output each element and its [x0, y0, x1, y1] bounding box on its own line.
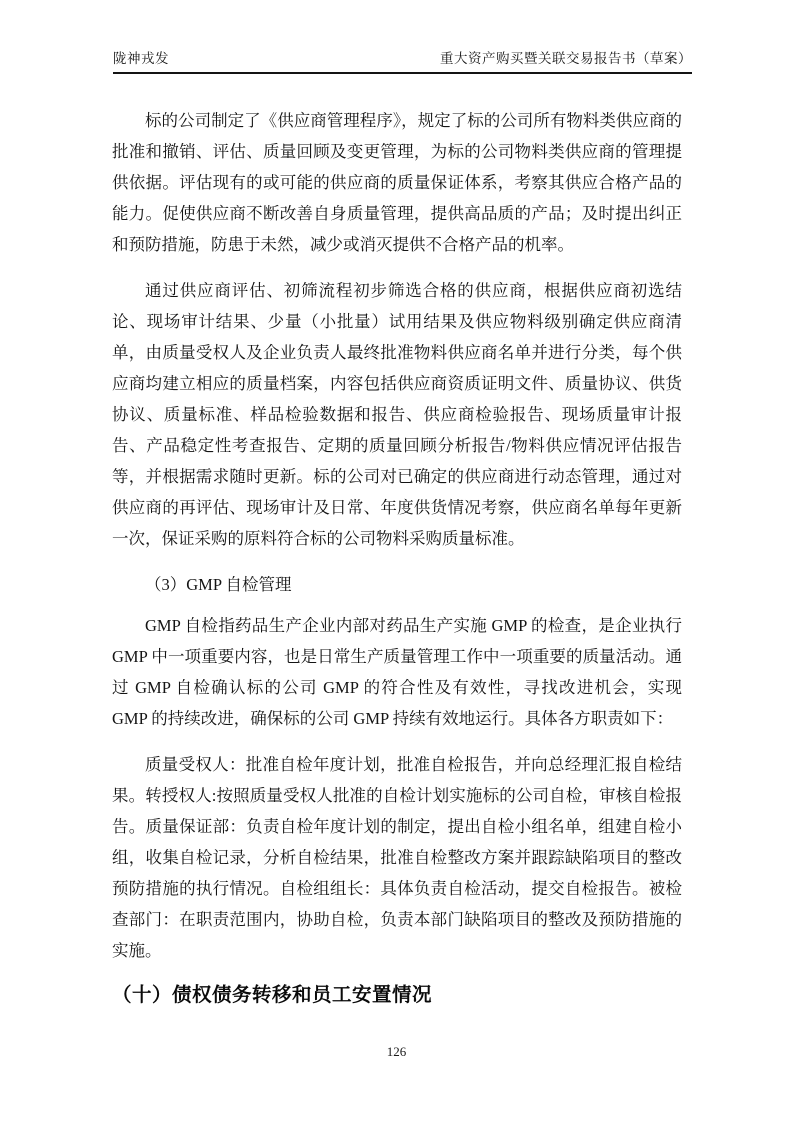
- page-footer: [0, 1044, 793, 1060]
- paragraph-supplier-evaluation: 通过供应商评估、初筛流程初步筛选合格的供应商，根据供应商初选结论、现场审计结果、少量（小批量）试用结果及供应物料级别确定供应商清单，由质量受权人及企业负责人最终批准物料供应商名单并进行分类，每个供应商均建立相应的质量档案，内容包括供应商资质证明文件、质量协议、供货协议、质量标准、样品检验数据和报告、供应商检验报告、现场质量审计报告、产品稳定性考查报告、定期的质量回顾分析报告/物料供应情况评估报告等，并根据需求随时更新。标的公司对已确定的供应商进行动态管理，通过对供应商的再评估、现场审计及日常、年度供货情况考察，供应商名单每年更新一次，保证采购的原料符合标的公司物料采购质量标准。: [112, 281, 682, 548]
- heading-section-ten-debt-transfer: （十）债权债务转移和员工安置情况: [112, 984, 433, 1006]
- paragraph-gmp-duties: 质量受权人：批准自检年度计划，批准自检报告，并向总经理汇报自检结果。转授权人:按照质量受权人批准的自检计划实施标的公司自检，审核自检报告。质量保证部：负责自检年度计划的制定，提出自检小组名单，组建自检小组，收集自检记录，分析自检结果，批准自检整改方案并跟踪缺陷项目的整改预防措施的执行情况。自检组组长：具体负责自检活动，提交自检报告。被检查部门：在职责范围内，协助自检，负责本部门缺陷项目的整改及预防措施的实施。: [112, 755, 682, 960]
- paragraph-gmp-intro: GMP 自检指药品生产企业内部对药品生产实施 GMP 的检查，是企业执行 GMP 中一项重要内容，也是日常生产质量管理工作中一项重要的质量活动。通过 GMP 自检确认标的公司 GMP 的符合性及有效性，寻找改进机会，实现 GMP 的持续改进，确保标的公司 GMP 持续有效地运行。具体各方职责如下：: [112, 616, 682, 728]
- document-body: [112, 89, 682, 1009]
- page-number: 126: [386, 1044, 407, 1059]
- header-document-title: 重大资产购买暨关联交易报告书（草案）: [440, 51, 692, 66]
- page-header: [113, 50, 692, 74]
- heading-gmp-self-inspection: （3）GMP 自检管理: [145, 575, 292, 594]
- paragraph-supplier-management-program: 标的公司制定了《供应商管理程序》，规定了标的公司所有物料类供应商的批准和撤销、评估、质量回顾及变更管理，为标的公司物料类供应商的管理提供依据。评估现有的或可能的供应商的质量保证体系，考察其供应合格产品的能力。促使供应商不断改善自身质量管理，提供高品质的产品；及时提出纠正和预防措施，防患于未然，减少或消灭提供不合格产品的机率。: [112, 111, 682, 254]
- header-company-name: 陇神戎发: [113, 51, 169, 66]
